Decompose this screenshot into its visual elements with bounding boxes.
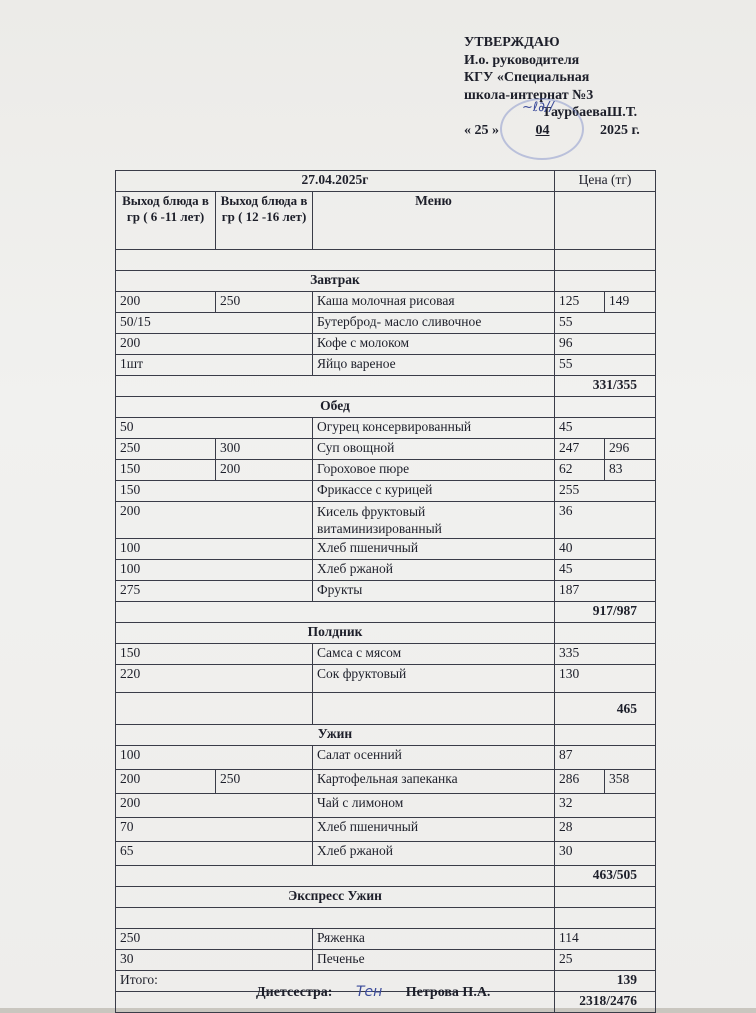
cell-price: 55 [555, 355, 656, 376]
table-row [116, 502, 656, 539]
table-row [116, 644, 656, 665]
cell-dish: Каша молочная рисовая [313, 292, 555, 313]
approval-position: И.о. руководителя [464, 52, 580, 68]
cell-dish: Ряженка [313, 929, 555, 950]
cell-weight-6-11: 200 [116, 770, 216, 794]
approval-date-day: « 25 » [464, 122, 499, 138]
cell-price-2: 83 [605, 460, 656, 481]
cell-dish: Самса с мясом [313, 644, 555, 665]
table-row [116, 746, 656, 770]
cell-price: 45 [555, 560, 656, 581]
cell-weight: 50/15 [116, 313, 313, 334]
cell-price: 96 [555, 334, 656, 355]
table-row [116, 842, 656, 866]
cell-weight: 200 [116, 502, 313, 539]
cell-weight-6-11: 150 [116, 460, 216, 481]
cell-price-2: 296 [605, 439, 656, 460]
cell-weight: 200 [116, 334, 313, 355]
cell-weight: 200 [116, 794, 313, 818]
cell-dish: Кофе с молоком [313, 334, 555, 355]
cell-weight-6-11: 200 [116, 292, 216, 313]
cell-dish: Хлеб ржаной [313, 842, 555, 866]
cell-dish: Хлеб ржаной [313, 560, 555, 581]
price-header: Цена (тг) [555, 171, 656, 192]
col-header-price-empty [555, 192, 656, 250]
cell-weight-12-16: 250 [216, 292, 313, 313]
grand-total: 2318/2476 [555, 992, 656, 1013]
approval-org: КГУ «Специальная [464, 70, 590, 85]
cell-price-1: 286 [555, 770, 605, 794]
cell-price: 87 [555, 746, 656, 770]
section-total: 917/987 [555, 602, 656, 623]
spacer-row [116, 250, 555, 271]
cell-price: 32 [555, 794, 656, 818]
col-header-6-11: Выход блюда в гр ( 6 -11 лет) [116, 192, 216, 250]
spacer-row [116, 908, 555, 929]
table-row [116, 818, 656, 842]
cell-price: 28 [555, 818, 656, 842]
section-price-empty [555, 725, 656, 746]
cell-weight: 70 [116, 818, 313, 842]
cell-weight: 1шт [116, 355, 313, 376]
cell-price-1: 125 [555, 292, 605, 313]
table-row [116, 292, 656, 313]
table-row [116, 313, 656, 334]
dietitian-name: Петрова П.А. [405, 985, 491, 1000]
cell-weight-12-16: 250 [216, 770, 313, 794]
table-row [116, 665, 656, 693]
total-label-empty [116, 693, 313, 725]
cell-dish: Суп овощной [313, 439, 555, 460]
table-row [116, 929, 656, 950]
cell-weight: 100 [116, 539, 313, 560]
section-price-empty [555, 623, 656, 644]
table-row [116, 460, 656, 481]
cell-dish: Чай с лимоном [313, 794, 555, 818]
total-label-empty [116, 602, 555, 623]
cell-dish: Яйцо вареное [313, 355, 555, 376]
cell-dish: Хлеб пшеничный [313, 818, 555, 842]
cell-dish: Сок фруктовый [313, 665, 555, 693]
approval-org-2: школа-интернат №3 [464, 87, 594, 103]
cell-weight: 100 [116, 560, 313, 581]
cell-price-1: 62 [555, 460, 605, 481]
cell-weight: 150 [116, 644, 313, 665]
cell-price: 335 [555, 644, 656, 665]
cell-price: 55 [555, 313, 656, 334]
table-row [116, 950, 656, 971]
table-row [116, 560, 656, 581]
table-row [116, 539, 656, 560]
cell-price: 25 [555, 950, 656, 971]
dietitian-signature-line [256, 984, 490, 1001]
cell-weight: 220 [116, 665, 313, 693]
approval-title: УТВЕРЖДАЮ [464, 35, 560, 50]
section-title: Экспресс Ужин [116, 887, 555, 908]
cell-dish: Огурец консервированный [313, 418, 555, 439]
cell-price: 187 [555, 581, 656, 602]
table-row [116, 770, 656, 794]
approval-signature-scribble: ~ℓ∂// [522, 100, 554, 115]
cell-weight: 150 [116, 481, 313, 502]
total-dish-empty [313, 693, 555, 725]
approval-date-year: 2025 г. [600, 122, 640, 138]
cell-price: 255 [555, 481, 656, 502]
dietitian-signature: Тен [355, 984, 383, 1000]
cell-price: 45 [555, 418, 656, 439]
cell-price: 40 [555, 539, 656, 560]
col-header-12-16: Выход блюда в гр ( 12 -16 лет) [216, 192, 313, 250]
section-price-empty [555, 887, 656, 908]
cell-weight: 275 [116, 581, 313, 602]
cell-dish: Печенье [313, 950, 555, 971]
table-row [116, 418, 656, 439]
section-price-empty [555, 397, 656, 418]
table-row [116, 439, 656, 460]
section-title: Полдник [116, 623, 555, 644]
table-row [116, 355, 656, 376]
total-label-empty [116, 866, 555, 887]
total-label-empty [116, 376, 555, 397]
cell-price-1: 247 [555, 439, 605, 460]
cell-weight: 250 [116, 929, 313, 950]
cell-dish: Бутерброд- масло сливочное [313, 313, 555, 334]
section-total: 465 [555, 693, 656, 725]
cell-dish: Кисель фруктовый витаминизированный [313, 502, 555, 539]
cell-weight-12-16: 200 [216, 460, 313, 481]
section-total: 463/505 [555, 866, 656, 887]
cell-dish: Хлеб пшеничный [313, 539, 555, 560]
cell-weight-12-16: 300 [216, 439, 313, 460]
approval-date-month: 04 [535, 122, 550, 138]
cell-weight-6-11: 250 [116, 439, 216, 460]
menu-date: 27.04.2025г [116, 171, 555, 192]
cell-price: 130 [555, 665, 656, 693]
section-total: 331/355 [555, 376, 656, 397]
cell-weight: 100 [116, 746, 313, 770]
cell-price: 114 [555, 929, 656, 950]
approval-signer: ТаурбаеваШ.Т. [542, 105, 638, 120]
cell-dish: Фрикассе с курицей [313, 481, 555, 502]
dietitian-role: Диетсестра: [256, 985, 333, 1000]
table-row [116, 581, 656, 602]
section-total: 139 [555, 971, 656, 992]
table-row [116, 334, 656, 355]
cell-price: 36 [555, 502, 656, 539]
cell-weight: 65 [116, 842, 313, 866]
section-title: Завтрак [116, 271, 555, 292]
section-price-empty [555, 271, 656, 292]
spacer-cell [555, 908, 656, 929]
table-row [116, 794, 656, 818]
cell-price: 30 [555, 842, 656, 866]
spacer-cell [555, 250, 656, 271]
col-header-menu: Меню [313, 192, 555, 250]
cell-dish: Картофельная запеканка [313, 770, 555, 794]
grand-total-label: Итого: [116, 971, 555, 992]
section-title: Обед [116, 397, 555, 418]
cell-weight: 30 [116, 950, 313, 971]
cell-dish: Салат осенний [313, 746, 555, 770]
section-title: Ужин [116, 725, 555, 746]
cell-dish: Гороховое пюре [313, 460, 555, 481]
cell-weight: 50 [116, 418, 313, 439]
cell-price-2: 149 [605, 292, 656, 313]
menu-table [115, 170, 656, 1013]
table-row [116, 481, 656, 502]
cell-price-2: 358 [605, 770, 656, 794]
cell-dish: Фрукты [313, 581, 555, 602]
